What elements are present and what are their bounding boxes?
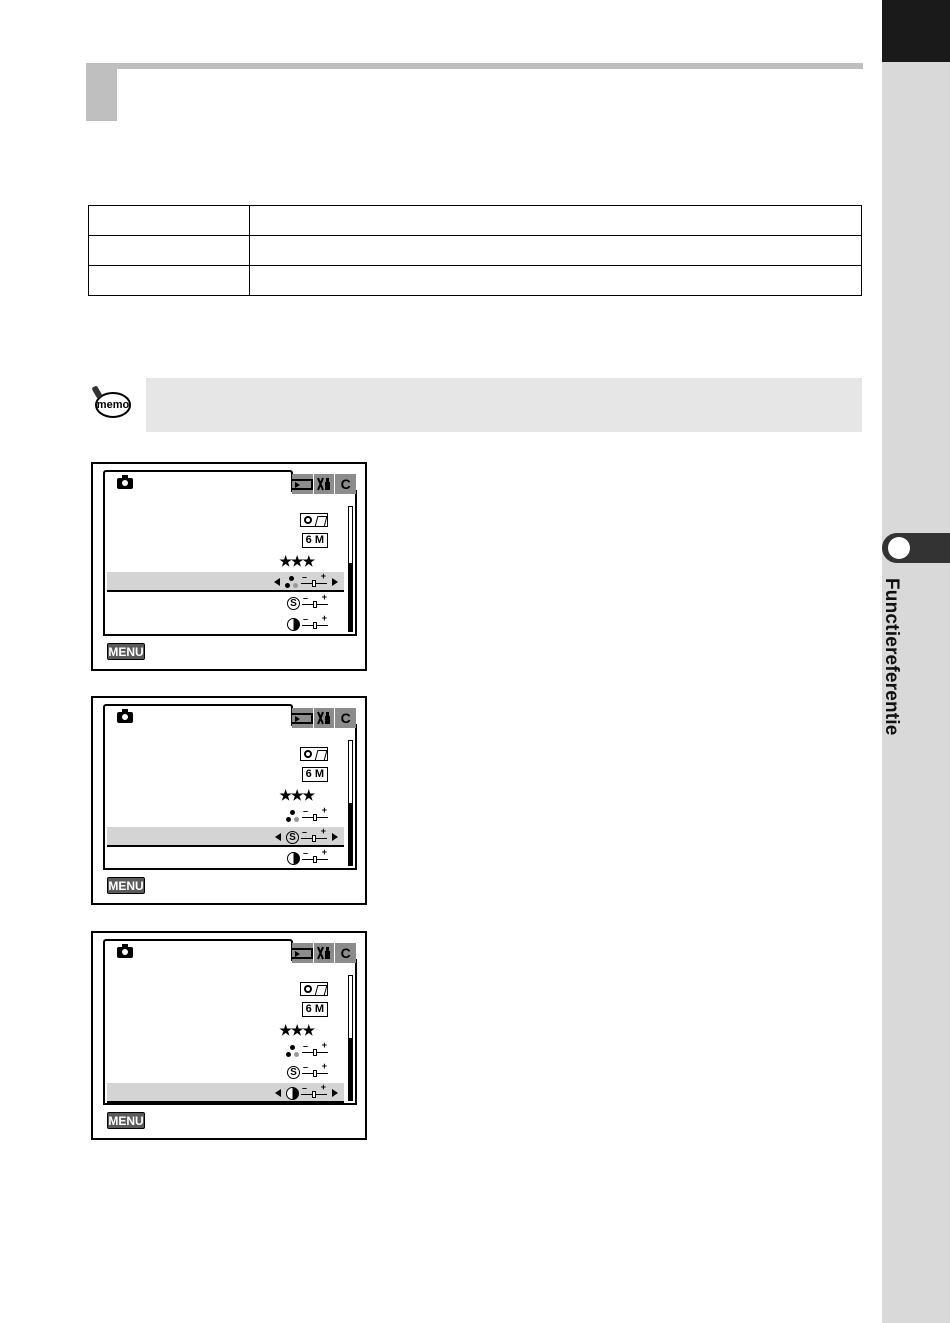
- menu-row-value: [302, 532, 328, 548]
- slider-icon: – +: [301, 1086, 327, 1100]
- section-header-marker: [86, 63, 117, 121]
- menu-row-value: [287, 1061, 328, 1080]
- chapter-number-circle: [888, 537, 910, 559]
- white-balance-icon: [300, 747, 328, 761]
- saturation-icon: S: [287, 597, 300, 610]
- menu-row-value: [279, 787, 328, 803]
- memo-icon-text: memo: [96, 399, 130, 411]
- quality-stars-icon: ★★★: [279, 786, 314, 803]
- quality-stars-icon: ★★★: [279, 1021, 314, 1038]
- menu-row[interactable]: [107, 510, 344, 530]
- side-tab-black: [882, 0, 950, 62]
- camera-menu-screen: [91, 931, 367, 1140]
- table-cell: [89, 236, 250, 266]
- camera-icon[interactable]: [117, 947, 133, 958]
- menu-button[interactable]: MENU: [108, 878, 144, 893]
- slider-icon: – +: [302, 1065, 328, 1079]
- menu-row-value: [287, 847, 328, 866]
- scrollbar-thumb[interactable]: [349, 803, 352, 865]
- table-row: [89, 206, 862, 236]
- resolution-icon: 6 M: [302, 533, 328, 548]
- playback-icon: [292, 713, 313, 724]
- menu-row[interactable]: [107, 764, 344, 784]
- menu-row-value: [302, 766, 328, 782]
- menu-row-value: [274, 571, 338, 590]
- menu-row[interactable]: [107, 1041, 344, 1061]
- slider-icon: – +: [302, 1044, 328, 1058]
- menu-row-value: [287, 592, 328, 611]
- scrollbar-thumb[interactable]: [349, 1038, 352, 1100]
- contrast-icon: [287, 618, 300, 631]
- table-row: [89, 236, 862, 266]
- chapter-label: Functiereferentie: [881, 578, 902, 736]
- resolution-icon: 6 M: [302, 767, 328, 782]
- scrollbar[interactable]: [348, 740, 353, 866]
- slider-icon: – +: [302, 596, 328, 610]
- menu-row-value: [275, 826, 338, 845]
- contrast-icon: [286, 1087, 299, 1100]
- table-cell: [250, 266, 862, 296]
- menu-tabs: [292, 943, 356, 963]
- menu-row-value: [302, 1001, 328, 1017]
- menu-row-value: [286, 805, 328, 824]
- table-cell: [250, 206, 862, 236]
- playback-icon: [292, 479, 313, 490]
- settings-table: [88, 205, 862, 296]
- camera-menu-screen: [91, 462, 367, 671]
- custom-tab[interactable]: C: [334, 474, 356, 494]
- table-cell: [89, 266, 250, 296]
- memo-icon: [88, 384, 132, 420]
- menu-row[interactable]: [107, 848, 344, 868]
- playback-tab[interactable]: [292, 943, 313, 963]
- left-arrow-icon[interactable]: [275, 1089, 281, 1097]
- slider-icon: – +: [301, 575, 327, 589]
- right-arrow-icon[interactable]: [332, 1089, 338, 1097]
- menu-row[interactable]: [107, 551, 344, 571]
- menu-row-value: [300, 746, 328, 762]
- sharpness-icon: [286, 1044, 300, 1058]
- playback-tab[interactable]: [292, 474, 313, 494]
- menu-row[interactable]: [107, 827, 344, 847]
- table-cell: [250, 236, 862, 266]
- menu-row[interactable]: [107, 979, 344, 999]
- sharpness-icon: [286, 809, 300, 823]
- menu-row-value: [275, 1082, 338, 1101]
- section-header-bar: [86, 63, 863, 69]
- camera-icon[interactable]: [117, 712, 133, 723]
- slider-icon: – +: [302, 851, 328, 865]
- menu-row[interactable]: [107, 593, 344, 613]
- saturation-icon: S: [286, 831, 299, 844]
- right-arrow-icon[interactable]: [332, 833, 338, 841]
- setup-tab[interactable]: [313, 943, 335, 963]
- left-arrow-icon[interactable]: [275, 833, 281, 841]
- sharpness-icon: [285, 575, 299, 589]
- wrench-icon: [316, 946, 332, 960]
- wrench-icon: [316, 711, 332, 725]
- white-balance-icon: [300, 982, 328, 996]
- menu-row[interactable]: [107, 1020, 344, 1040]
- menu-row[interactable]: [107, 999, 344, 1019]
- contrast-icon: [287, 852, 300, 865]
- menu-row[interactable]: [107, 1062, 344, 1082]
- slider-icon: – +: [301, 830, 327, 844]
- scrollbar-thumb[interactable]: [349, 563, 352, 631]
- table-row: [89, 266, 862, 296]
- menu-row-value: [279, 1022, 328, 1038]
- resolution-icon: 6 M: [302, 1002, 328, 1017]
- custom-tab[interactable]: C: [334, 943, 356, 963]
- playback-tab[interactable]: [292, 708, 313, 728]
- menu-row[interactable]: [107, 614, 344, 634]
- scrollbar[interactable]: [348, 975, 353, 1101]
- menu-row-value: [287, 613, 328, 632]
- menu-row-value: [300, 512, 328, 528]
- right-arrow-icon[interactable]: [332, 578, 338, 586]
- menu-row[interactable]: [107, 806, 344, 826]
- camera-menu-screen: [91, 696, 367, 905]
- menu-tabs: [292, 708, 356, 728]
- wrench-icon: [316, 477, 332, 491]
- menu-row[interactable]: [107, 530, 344, 550]
- setup-tab[interactable]: [313, 708, 335, 728]
- white-balance-icon: [300, 513, 328, 527]
- menu-row[interactable]: [107, 572, 344, 592]
- slider-icon: – +: [302, 617, 328, 631]
- menu-row[interactable]: [107, 744, 344, 764]
- left-arrow-icon[interactable]: [274, 578, 280, 586]
- menu-row-value: [300, 981, 328, 997]
- menu-row-value: [279, 553, 328, 569]
- camera-icon[interactable]: [117, 478, 133, 489]
- menu-button[interactable]: MENU: [108, 644, 144, 659]
- slider-icon: – +: [302, 809, 328, 823]
- menu-row[interactable]: [107, 785, 344, 805]
- quality-stars-icon: ★★★: [279, 552, 314, 569]
- memo-box: [146, 378, 862, 432]
- menu-button[interactable]: MENU: [108, 1113, 144, 1128]
- saturation-icon: S: [287, 1066, 300, 1079]
- table-cell: [89, 206, 250, 236]
- setup-tab[interactable]: [313, 474, 335, 494]
- menu-row[interactable]: [107, 1083, 344, 1103]
- menu-row-value: [286, 1040, 328, 1059]
- playback-icon: [292, 948, 313, 959]
- custom-tab[interactable]: C: [334, 708, 356, 728]
- scrollbar[interactable]: [348, 506, 353, 632]
- menu-tabs: [292, 474, 356, 494]
